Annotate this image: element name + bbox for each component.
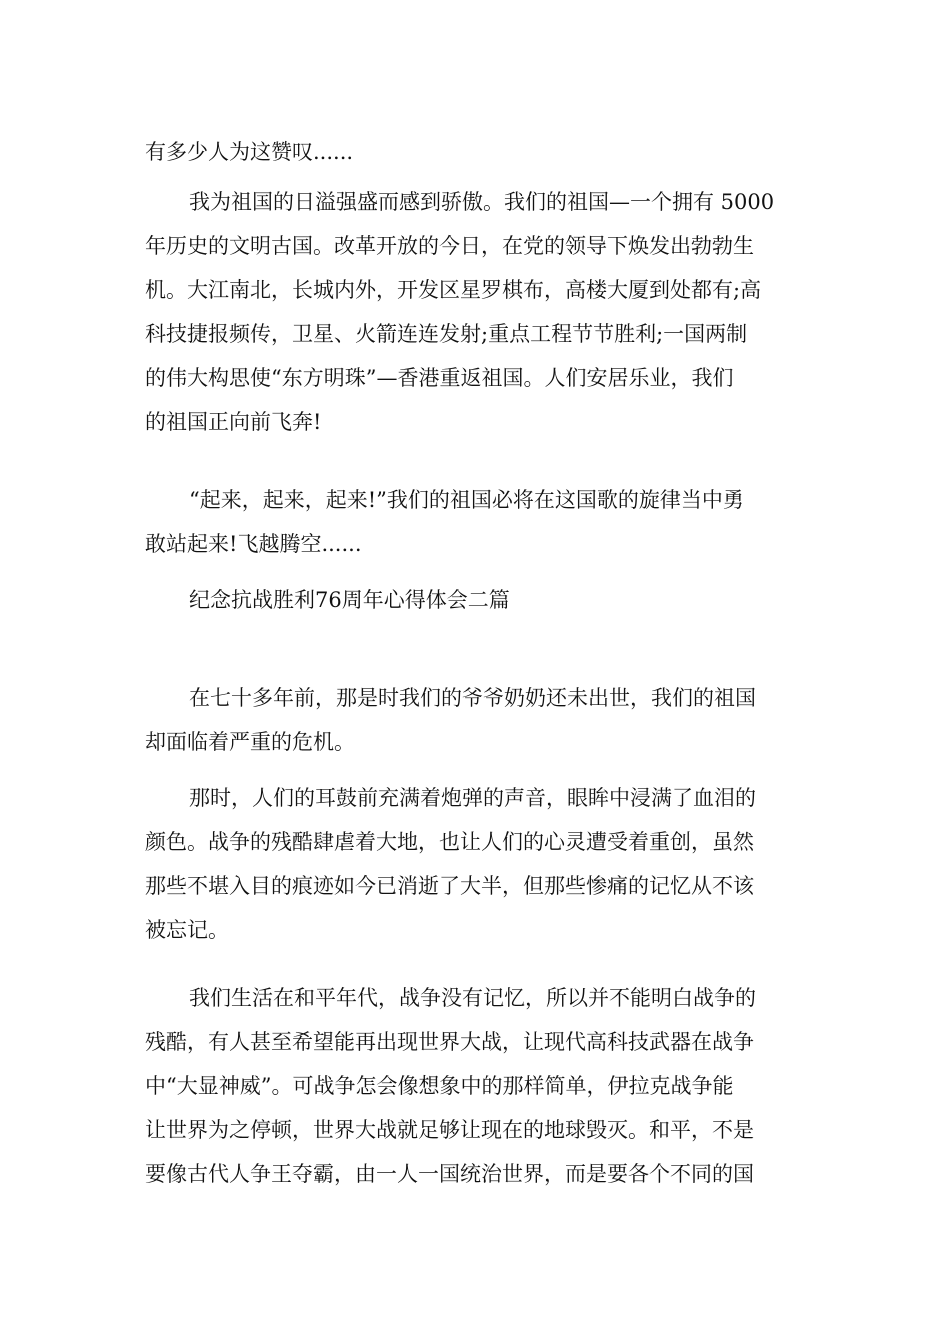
text-line: 那些不堪入目的痕迹如今已消逝了大半，但那些惨痛的记忆从不该 [145,874,754,898]
text-line: 那时，人们的耳鼓前充满着炮弹的声音，眼眸中浸满了血泪的 [189,786,756,810]
heading-text: 纪念抗战胜利76周年心得体会二篇 [189,588,510,612]
section-heading [145,578,809,622]
paragraph-continuation [145,130,809,174]
paragraph-war-memory [145,776,809,952]
paragraph-anthem [145,478,809,566]
paragraph-peace [145,976,809,1196]
text-line: 科技捷报频传，卫星、火箭连连发射;重点工程节节胜利;一国两制 [145,322,748,346]
text-line: 在七十多年前，那是时我们的爷爷奶奶还未出世，我们的祖国 [189,686,756,710]
text-line: 残酷，有人甚至希望能再出现世界大战，让现代高科技武器在战争 [145,1030,754,1054]
text-line: 颜色。战争的残酷肆虐着大地，也让人们的心灵遭受着重创，虽然 [145,830,754,854]
text-line: 却面临着严重的危机。 [145,730,355,754]
text-line: 的祖国正向前飞奔! [145,410,322,434]
text-line: 我为祖国的日溢强盛而感到骄傲。我们的祖国—一个拥有 5000 [189,190,775,214]
text-line: 年历史的文明古国。改革开放的今日，在党的领导下焕发出勃勃生 [145,234,754,258]
text-line: “起来，起来，起来!”我们的祖国必将在这国歌的旋律当中勇 [189,488,744,512]
text-line: 的伟大构思使“东方明珠”—香港重返祖国。人们安居乐业，我们 [145,366,734,390]
text-line: 被忘记。 [145,918,229,942]
paragraph-seventy-years [145,676,809,764]
text-line: 让世界为之停顿，世界大战就足够让现在的地球毁灭。和平，不是 [145,1118,754,1142]
text-line: 敢站起来!飞越腾空...... [145,532,362,556]
text-line: 中“大显神威”。可战争怎会像想象中的那样简单，伊拉克战争能 [145,1074,734,1098]
text-line: 机。大江南北，长城内外，开发区星罗棋布，高楼大厦到处都有;高 [145,278,762,302]
paragraph-pride [145,180,809,444]
text-line: 要像古代人争王夺霸，由一人一国统治世界，而是要各个不同的国 [145,1162,754,1186]
text-line: 我们生活在和平年代，战争没有记忆，所以并不能明白战争的 [189,986,756,1010]
text-line: 有多少人为这赞叹...... [145,140,354,164]
